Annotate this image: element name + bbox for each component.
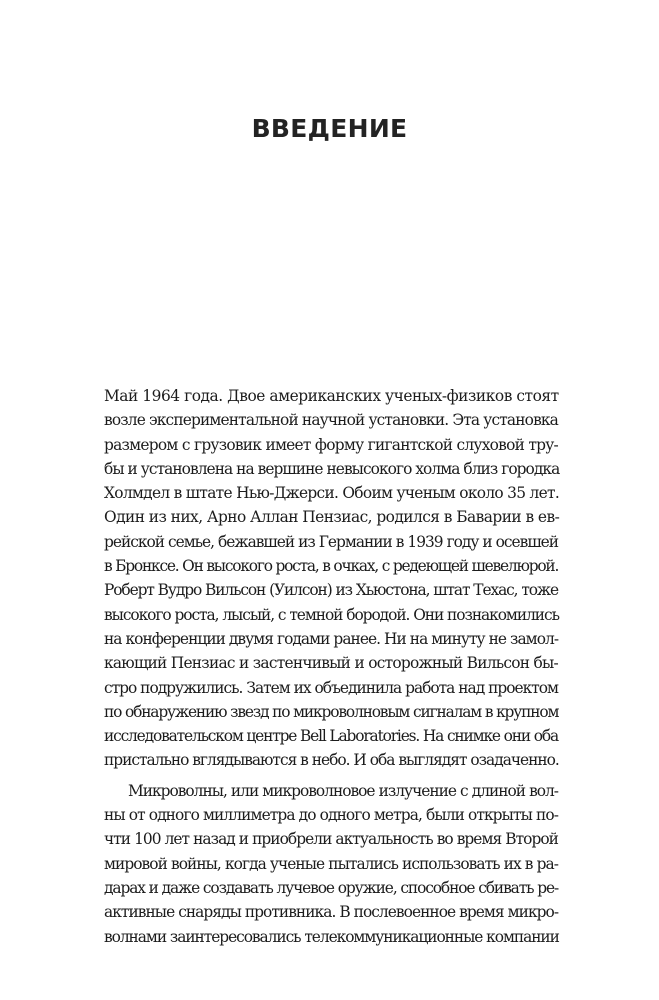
text-line: исследовательском центре Bell Laboratories. На снимке они оба (104, 727, 558, 746)
text-line: ны от одного миллиметра до одного метра, были открыты по- (104, 806, 558, 825)
text-line: стро подружились. Затем их объединила работа над проектом (104, 678, 558, 697)
text-line: на конференции двумя годами ранее. Ни на минуту не замол- (104, 629, 559, 648)
body-text (104, 384, 558, 949)
text-line: Один из них, Арно Аллан Пензиас, родился в Баварии в ев- (104, 508, 560, 527)
text-line: мировой войны, когда ученые пытались использовать их в ра- (104, 854, 558, 873)
text-line: Холмдел в штате Нью-Джерси. Обоим ученым около 35 лет. (104, 484, 560, 503)
text-line: волнами заинтересовались телекоммуникационные компании (104, 927, 559, 946)
text-line: Май 1964 года. Двое американских ученых-физиков стоят (104, 387, 559, 405)
text-line: размером с грузовик имеет форму гигантской слуховой тру- (104, 435, 558, 454)
text-line: бы и установлена на вершине невысокого холма близ городка (104, 459, 560, 478)
text-line: чти 100 лет назад и приобрели актуальность во время Второй (104, 830, 558, 849)
paragraph-2 (104, 779, 558, 949)
text-line: Микроволны, или микроволновое излучение с длиной вол- (128, 781, 558, 800)
text-line: Роберт Вудро Вильсон (Уилсон) из Хьюстона, штат Техас, тоже (104, 581, 558, 600)
chapter-title: ВВЕДЕНИЕ (251, 114, 408, 143)
text-line: рейской семье, бежавшей из Германии в 1939 году и осевшей (104, 532, 558, 551)
text-line: активные снаряды противника. В послевоенное время микро- (104, 903, 559, 922)
text-line: возле экспериментальной научной установки. Эта установка (104, 411, 558, 430)
text-line: кающий Пензиас и застенчивый и осторожный Вильсон бы- (104, 654, 558, 673)
text-line: высокого роста, лысый, с темной бородой. Они познакомились (104, 605, 559, 624)
text-line: по обнаружению звезд по микроволновым сигналам в крупном (104, 702, 559, 721)
text-line: в Бронксе. Он высокого роста, в очках, с редеющей шевелюрой. (104, 557, 559, 576)
paragraph-1 (104, 384, 558, 773)
text-line: пристально вглядываются в небо. И оба выглядят озадаченно. (104, 751, 559, 770)
text-line: дарах и даже создавать лучевое оружие, способное сбивать ре- (104, 878, 559, 897)
